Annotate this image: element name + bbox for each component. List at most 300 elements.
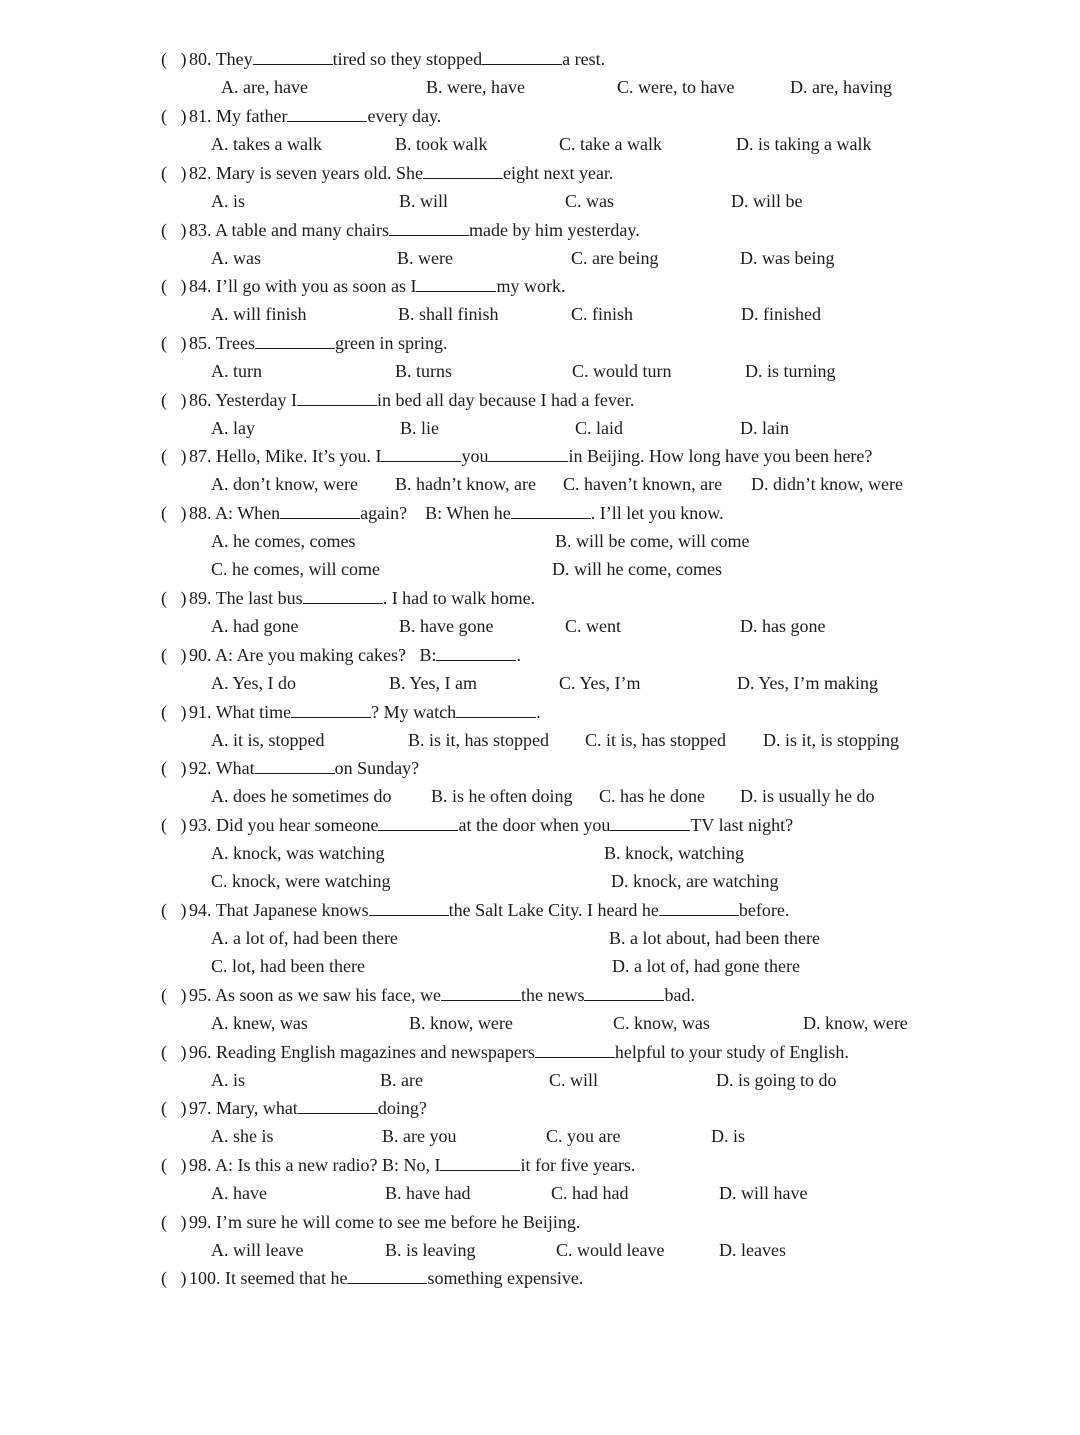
answer-bracket[interactable]: [161, 984, 187, 1006]
stem-text: bad.: [664, 985, 695, 1005]
stem-text: That Japanese knows: [215, 900, 369, 920]
stem-text: eight next year.: [502, 163, 614, 183]
stem-text: What time: [215, 702, 292, 722]
options-row: [0, 785, 1080, 807]
bracket-open: (: [161, 446, 167, 466]
option-b[interactable]: B. turns: [395, 361, 453, 381]
question-number: 90: [189, 645, 207, 665]
options-row: [0, 1239, 1080, 1261]
stem-text: The last bus: [215, 588, 303, 608]
stem-text: a rest.: [562, 49, 606, 69]
answer-blank[interactable]: [440, 1155, 520, 1171]
option-c[interactable]: C. was: [565, 191, 614, 211]
bracket-open: (: [161, 106, 167, 126]
option-d[interactable]: D. finished: [741, 304, 821, 324]
stem-text: I’m sure he will come to see me before he Beijing.: [216, 1212, 581, 1232]
option-d[interactable]: D. is usually he do: [740, 786, 875, 806]
option-b[interactable]: B. are you: [382, 1126, 457, 1146]
options-row: [0, 133, 1080, 155]
question-row: [0, 162, 1080, 184]
options-row: [0, 615, 1080, 637]
answer-bracket[interactable]: [161, 1211, 187, 1233]
bracket-open: (: [161, 815, 167, 835]
question-number: 94: [189, 900, 207, 920]
question-row: [0, 1154, 1080, 1176]
option-a[interactable]: A. is: [211, 1070, 246, 1090]
stem-text: . I had to walk home.: [382, 588, 536, 608]
bracket-open: (: [161, 985, 167, 1005]
answer-blank[interactable]: [584, 985, 664, 1001]
option-b[interactable]: B. is leaving: [385, 1240, 476, 1260]
bracket-open: (: [161, 588, 167, 608]
option-a[interactable]: A. it is, stopped: [211, 730, 325, 750]
option-d[interactable]: D. lain: [740, 418, 789, 438]
bracket-close: ): [180, 645, 187, 665]
stem-text: helpful to your study of English.: [614, 1042, 849, 1062]
question-row: [0, 814, 1080, 836]
answer-blank[interactable]: [255, 333, 335, 349]
options-row: [0, 247, 1080, 269]
question-number: 83: [189, 220, 207, 240]
option-d[interactable]: D. will he come, comes: [552, 559, 722, 579]
bracket-open: (: [161, 900, 167, 920]
answer-blank[interactable]: [298, 1098, 378, 1114]
bracket-close: ): [180, 333, 187, 353]
bracket-open: (: [161, 390, 167, 410]
question-stem: 98. A: Is this a new radio? B: No, I it for five years.: [189, 1155, 636, 1175]
question-stem: 96. Reading English magazines and newspapers helpful to your study of English.: [189, 1042, 849, 1062]
option-a[interactable]: A. had gone: [211, 616, 299, 636]
question-stem: 81. My father every day.: [189, 106, 442, 126]
option-c[interactable]: C. had had: [551, 1183, 629, 1203]
question-stem: 89. The last bus . I had to walk home.: [189, 588, 536, 608]
answer-blank[interactable]: [255, 758, 335, 774]
stem-text: in Beijing. How long have you been here?: [568, 446, 873, 466]
option-c[interactable]: C. take a walk: [559, 134, 662, 154]
stem-text: green in spring.: [335, 333, 448, 353]
option-b[interactable]: B. know, were: [409, 1013, 513, 1033]
stem-text: Did you hear someone: [216, 815, 379, 835]
stem-text: Trees: [215, 333, 256, 353]
option-b[interactable]: B. is he often doing: [431, 786, 573, 806]
option-c[interactable]: C. laid: [575, 418, 623, 438]
option-c[interactable]: C. are being: [571, 248, 659, 268]
answer-blank[interactable]: [287, 106, 367, 122]
option-d[interactable]: D. will have: [719, 1183, 808, 1203]
question-stem: 85. Trees green in spring.: [189, 333, 448, 353]
answer-blank[interactable]: [511, 503, 591, 519]
option-a[interactable]: A. takes a walk: [211, 134, 322, 154]
bracket-open: (: [161, 645, 167, 665]
question-row: [0, 701, 1080, 723]
option-d[interactable]: D. Yes, I’m making: [737, 673, 879, 693]
option-b[interactable]: B. have gone: [399, 616, 494, 636]
option-c[interactable]: C. it is, has stopped: [585, 730, 727, 750]
answer-blank[interactable]: [347, 1268, 427, 1284]
bracket-open: (: [161, 333, 167, 353]
stem-text: Yesterday I: [215, 390, 298, 410]
bracket-open: (: [161, 1268, 167, 1288]
option-d[interactable]: D. is going to do: [716, 1070, 837, 1090]
question-row: [0, 219, 1080, 241]
stem-text: ? My watch: [371, 702, 457, 722]
option-a[interactable]: A. are, have: [221, 77, 308, 97]
option-c[interactable]: C. were, to have: [617, 77, 735, 97]
stem-text: at the door when you: [458, 815, 611, 835]
bracket-open: (: [161, 702, 167, 722]
answer-bracket[interactable]: [161, 389, 187, 411]
answer-blank[interactable]: [297, 390, 377, 406]
options-row: [0, 1012, 1080, 1034]
option-a[interactable]: A. don’t know, were: [211, 474, 358, 494]
option-b[interactable]: B. hadn’t know, are: [395, 474, 536, 494]
answer-blank[interactable]: [253, 49, 333, 65]
stem-text: Mary is seven years old. She: [216, 163, 423, 183]
question-row: [0, 899, 1080, 921]
option-a[interactable]: A. he comes, comes: [211, 531, 356, 551]
answer-bracket[interactable]: [161, 275, 187, 297]
answer-blank[interactable]: [659, 900, 739, 916]
stem-text: in bed all day because I had a fever.: [377, 390, 635, 410]
answer-bracket[interactable]: [161, 814, 187, 836]
question-number: 85: [189, 333, 207, 353]
question-stem: 93. Did you hear someone at the door when you TV last night?: [189, 815, 794, 835]
option-b[interactable]: B. Yes, I am: [389, 673, 478, 693]
option-c[interactable]: C. know, was: [613, 1013, 710, 1033]
answer-bracket[interactable]: [161, 332, 187, 354]
option-d[interactable]: D. will be: [731, 191, 803, 211]
stem-text: It seemed that he: [225, 1268, 348, 1288]
stem-text: I’ll go with you as soon as I: [216, 276, 417, 296]
answer-bracket[interactable]: [161, 757, 187, 779]
answer-bracket[interactable]: [161, 1267, 187, 1289]
option-b[interactable]: B. took walk: [395, 134, 488, 154]
options-row: [0, 955, 1080, 977]
stem-text: something expensive.: [427, 1268, 584, 1288]
option-c[interactable]: C. went: [565, 616, 621, 636]
option-c[interactable]: C. finish: [571, 304, 634, 324]
option-b[interactable]: B. were: [397, 248, 453, 268]
options-row: [0, 303, 1080, 325]
question-row: [0, 502, 1080, 524]
option-d[interactable]: D. was being: [740, 248, 835, 268]
question-number: 96: [189, 1042, 207, 1062]
bracket-close: ): [180, 1098, 187, 1118]
bracket-close: ): [180, 276, 187, 296]
bracket-close: ): [180, 390, 187, 410]
options-row: [0, 1125, 1080, 1147]
stem-text: .: [516, 645, 521, 665]
bracket-close: ): [180, 220, 187, 240]
answer-blank[interactable]: [436, 645, 516, 661]
question-number: 87: [189, 446, 207, 466]
question-number: 88: [189, 503, 207, 523]
answer-blank[interactable]: [535, 1042, 615, 1058]
question-number: 84: [189, 276, 207, 296]
question-number: 93: [189, 815, 207, 835]
question-row: [0, 1267, 1080, 1289]
answer-blank[interactable]: [441, 985, 521, 1001]
option-c[interactable]: C. knock, were watching: [211, 871, 391, 891]
option-a[interactable]: A. is: [211, 191, 246, 211]
question-stem: 82. Mary is seven years old. She eight next year.: [189, 163, 614, 183]
option-d[interactable]: D. has gone: [740, 616, 826, 636]
bracket-close: ): [180, 1212, 187, 1232]
bracket-close: ): [180, 588, 187, 608]
answer-blank[interactable]: [423, 163, 503, 179]
answer-blank[interactable]: [280, 503, 360, 519]
bracket-close: ): [180, 815, 187, 835]
options-row: [0, 927, 1080, 949]
question-row: [0, 1041, 1080, 1063]
question-stem: 84. I’ll go with you as soon as I my work.: [189, 276, 566, 296]
options-row: [0, 1182, 1080, 1204]
question-stem: 86. Yesterday I in bed all day because I had a fever.: [189, 390, 635, 410]
bracket-open: (: [161, 503, 167, 523]
option-a[interactable]: A. a lot of, had been there: [211, 928, 398, 948]
answer-bracket[interactable]: [161, 587, 187, 609]
answer-blank[interactable]: [291, 702, 371, 718]
option-d[interactable]: D. know, were: [803, 1013, 908, 1033]
question-number: 81: [189, 106, 207, 126]
stem-text: Mary, what: [216, 1098, 298, 1118]
option-d[interactable]: D. is taking a walk: [736, 134, 872, 154]
option-b[interactable]: B. lie: [400, 418, 439, 438]
question-number: 98: [189, 1155, 207, 1175]
answer-blank[interactable]: [416, 276, 496, 292]
question-number: 100: [189, 1268, 216, 1288]
question-stem: 83. A table and many chairs made by him yesterday.: [189, 220, 640, 240]
stem-text: before.: [738, 900, 790, 920]
answer-blank[interactable]: [389, 220, 469, 236]
answer-bracket[interactable]: [161, 445, 187, 467]
answer-bracket[interactable]: [161, 1041, 187, 1063]
option-d[interactable]: D. knock, are watching: [611, 871, 779, 891]
stem-text: TV last night?: [690, 815, 794, 835]
question-number: 80: [189, 49, 207, 69]
question-stem: 100. It seemed that he something expensive.: [189, 1268, 584, 1288]
option-b[interactable]: B. will be come, will come: [555, 531, 750, 551]
stem-text: .: [536, 702, 541, 722]
option-a[interactable]: A. have: [211, 1183, 267, 1203]
question-row: [0, 275, 1080, 297]
option-d[interactable]: D. a lot of, had gone there: [612, 956, 800, 976]
stem-text: every day.: [367, 106, 442, 126]
answer-blank[interactable]: [482, 49, 562, 65]
question-stem: 97. Mary, what doing?: [189, 1098, 427, 1118]
bracket-open: (: [161, 1042, 167, 1062]
stem-text: you: [461, 446, 489, 466]
option-c[interactable]: C. lot, had been there: [211, 956, 365, 976]
question-stem: 90. A: Are you making cakes? B: .: [189, 645, 521, 665]
question-number: 92: [189, 758, 207, 778]
bracket-close: ): [180, 1268, 187, 1288]
answer-blank[interactable]: [456, 702, 536, 718]
option-d[interactable]: D. didn’t know, were: [751, 474, 903, 494]
question-stem: 99. I’m sure he will come to see me before he Beijing.: [189, 1212, 581, 1232]
option-a[interactable]: A. Yes, I do: [211, 673, 297, 693]
option-b[interactable]: B. is it, has stopped: [408, 730, 550, 750]
bracket-close: ): [180, 985, 187, 1005]
option-d[interactable]: D. are, having: [790, 77, 892, 97]
option-a[interactable]: A. lay: [211, 418, 255, 438]
stem-text: made by him yesterday.: [468, 220, 640, 240]
answer-bracket[interactable]: [161, 48, 187, 70]
options-row: [0, 473, 1080, 495]
bracket-close: ): [180, 446, 187, 466]
option-b[interactable]: B. have had: [385, 1183, 471, 1203]
stem-text: it for five years.: [520, 1155, 636, 1175]
question-row: [0, 984, 1080, 1006]
option-d[interactable]: D. leaves: [719, 1240, 786, 1260]
option-b[interactable]: B. will: [399, 191, 449, 211]
answer-blank[interactable]: [378, 815, 458, 831]
option-c[interactable]: C. has he done: [599, 786, 705, 806]
answer-bracket[interactable]: [161, 105, 187, 127]
options-row: [0, 672, 1080, 694]
option-d[interactable]: D. is it, is stopping: [763, 730, 900, 750]
stem-text: the news: [520, 985, 585, 1005]
bracket-close: ): [180, 503, 187, 523]
bracket-open: (: [161, 220, 167, 240]
question-row: [0, 389, 1080, 411]
question-number: 91: [189, 702, 207, 722]
bracket-open: (: [161, 276, 167, 296]
stem-text: doing?: [377, 1098, 427, 1118]
option-c[interactable]: C. you are: [546, 1126, 621, 1146]
answer-bracket[interactable]: [161, 1154, 187, 1176]
answer-bracket[interactable]: [161, 502, 187, 524]
question-stem: 80. They tired so they stopped a rest.: [189, 49, 606, 69]
options-row: [0, 1069, 1080, 1091]
bracket-close: ): [180, 1155, 187, 1175]
answer-bracket[interactable]: [161, 644, 187, 666]
answer-bracket[interactable]: [161, 219, 187, 241]
answer-blank[interactable]: [488, 446, 568, 462]
option-b[interactable]: B. were, have: [426, 77, 525, 97]
stem-text: Reading English magazines and newspapers: [216, 1042, 535, 1062]
options-row: [0, 558, 1080, 580]
option-a[interactable]: A. she is: [211, 1126, 274, 1146]
option-b[interactable]: B. are: [380, 1070, 423, 1090]
bracket-open: (: [161, 163, 167, 183]
option-c[interactable]: C. would leave: [556, 1240, 665, 1260]
stem-text: on Sunday?: [334, 758, 420, 778]
option-c[interactable]: C. Yes, I’m: [559, 673, 641, 693]
options-row: [0, 842, 1080, 864]
option-c[interactable]: C. will: [549, 1070, 599, 1090]
option-a[interactable]: A. will leave: [211, 1240, 304, 1260]
stem-text: the Salt Lake City. I heard he: [448, 900, 659, 920]
question-row: [0, 587, 1080, 609]
option-c[interactable]: C. would turn: [572, 361, 672, 381]
question-stem: 88. A: When again? B: When he . I’ll let you know.: [189, 503, 724, 523]
option-a[interactable]: A. turn: [211, 361, 262, 381]
bracket-close: ): [180, 702, 187, 722]
bracket-open: (: [161, 49, 167, 69]
options-row: [0, 190, 1080, 212]
question-stem: 95. As soon as we saw his face, we the news bad.: [189, 985, 695, 1005]
stem-text: tired so they stopped: [332, 49, 483, 69]
question-number: 99: [189, 1212, 207, 1232]
answer-bracket[interactable]: [161, 1097, 187, 1119]
option-b[interactable]: B. knock, watching: [604, 843, 744, 863]
options-row: [0, 870, 1080, 892]
question-row: [0, 757, 1080, 779]
stem-text: My father: [216, 106, 288, 126]
question-number: 89: [189, 588, 207, 608]
answer-blank[interactable]: [610, 815, 690, 831]
option-a[interactable]: A. does he sometimes do: [211, 786, 392, 806]
question-stem: 94. That Japanese knows the Salt Lake City. I heard he before.: [189, 900, 790, 920]
question-stem: 91. What time ? My watch .: [189, 702, 541, 722]
stem-text: again? B: When he: [360, 503, 511, 523]
option-a[interactable]: A. was: [211, 248, 261, 268]
option-b[interactable]: B. shall finish: [398, 304, 499, 324]
question-stem: 92. What on Sunday?: [189, 758, 420, 778]
question-number: 82: [189, 163, 207, 183]
bracket-close: ): [180, 49, 187, 69]
answer-bracket[interactable]: [161, 899, 187, 921]
question-stem: 87. Hello, Mike. It’s you. I you in Beijing. How long have you been here?: [189, 446, 873, 466]
question-number: 86: [189, 390, 207, 410]
question-row: [0, 1097, 1080, 1119]
option-c[interactable]: C. he comes, will come: [211, 559, 380, 579]
bracket-open: (: [161, 1098, 167, 1118]
stem-text: A: Is this a new radio? B: No, I: [215, 1155, 441, 1175]
option-d[interactable]: D. is turning: [745, 361, 836, 381]
question-row: [0, 332, 1080, 354]
stem-text: They: [215, 49, 253, 69]
options-row: [0, 417, 1080, 439]
answer-bracket[interactable]: [161, 162, 187, 184]
bracket-close: ): [180, 900, 187, 920]
bracket-open: (: [161, 1155, 167, 1175]
options-row: [0, 76, 1080, 98]
options-row: [0, 729, 1080, 751]
option-a[interactable]: A. knew, was: [211, 1013, 308, 1033]
bracket-close: ): [180, 163, 187, 183]
stem-text: As soon as we saw his face, we: [215, 985, 441, 1005]
answer-blank[interactable]: [381, 446, 461, 462]
stem-text: . I’ll let you know.: [590, 503, 724, 523]
option-d[interactable]: D. is: [711, 1126, 746, 1146]
stem-text: my work.: [496, 276, 566, 296]
question-number: 95: [189, 985, 207, 1005]
bracket-open: (: [161, 758, 167, 778]
answer-blank[interactable]: [369, 900, 449, 916]
question-row: [0, 445, 1080, 467]
stem-text: A: When: [215, 503, 281, 523]
option-a[interactable]: A. knock, was watching: [211, 843, 385, 863]
option-a[interactable]: A. will finish: [211, 304, 307, 324]
options-row: [0, 360, 1080, 382]
option-c[interactable]: C. haven’t known, are: [563, 474, 723, 494]
bracket-close: ): [180, 758, 187, 778]
question-row: [0, 1211, 1080, 1233]
stem-text: Hello, Mike. It’s you. I: [216, 446, 382, 466]
answer-blank[interactable]: [303, 588, 383, 604]
answer-bracket[interactable]: [161, 701, 187, 723]
question-row: [0, 105, 1080, 127]
option-b[interactable]: B. a lot about, had been there: [609, 928, 820, 948]
stem-text: A table and many chairs: [215, 220, 389, 240]
question-row: [0, 48, 1080, 70]
stem-text: A: Are you making cakes? B:: [215, 645, 437, 665]
bracket-open: (: [161, 1212, 167, 1232]
bracket-close: ): [180, 106, 187, 126]
question-row: [0, 644, 1080, 666]
